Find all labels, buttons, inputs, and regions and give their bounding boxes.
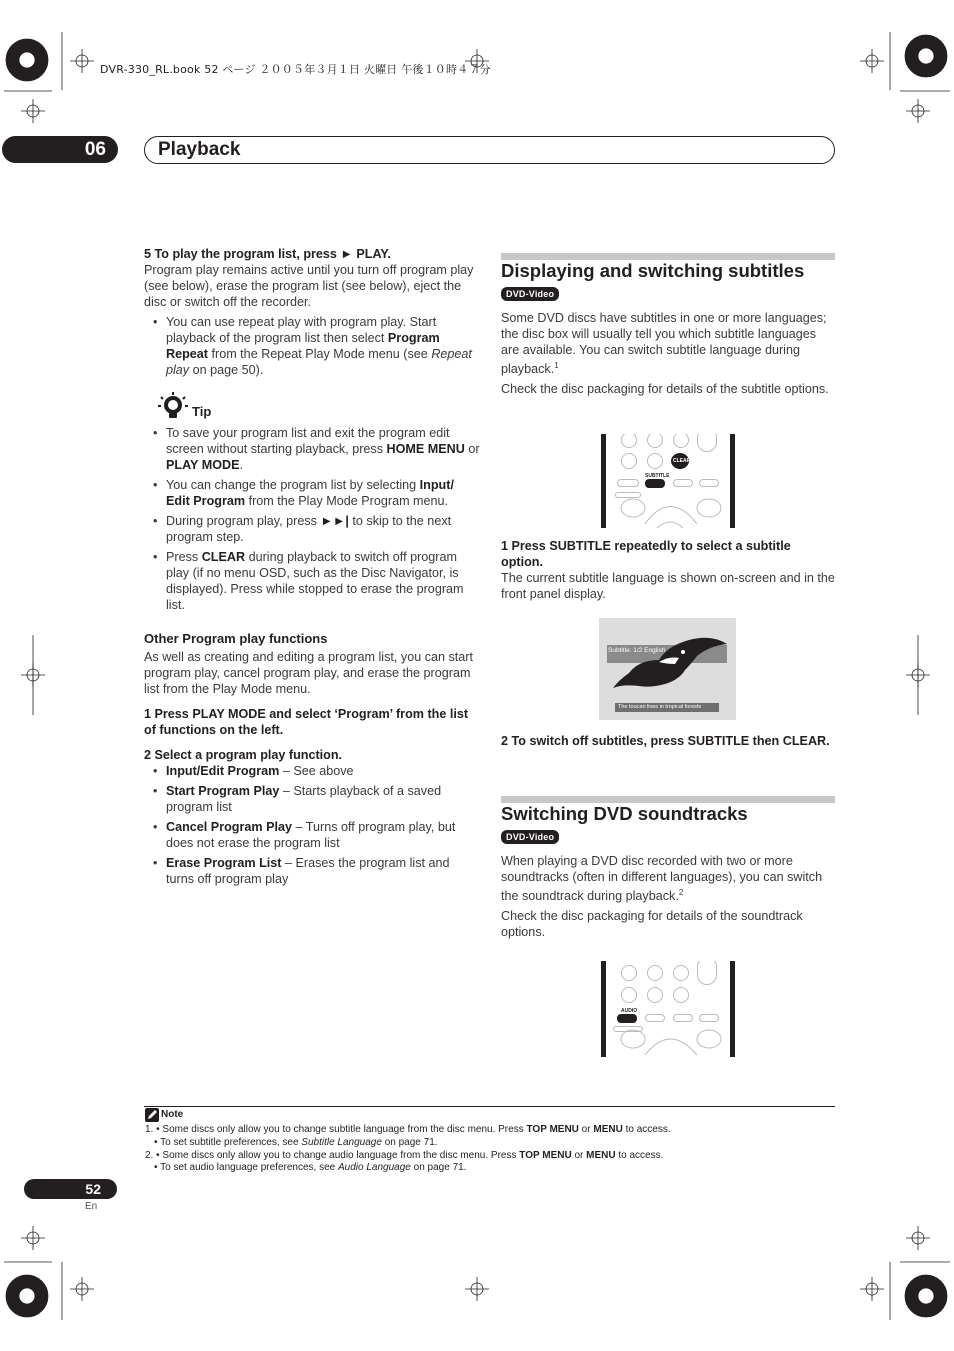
page-number: 52 [24,1179,117,1199]
list-item: • You can use repeat play with program play. Start playback of the program list then select Program Repeat from the Repeat Play Mode menu (see Repeat play on page 50). [144,314,480,378]
footnote-1a: 1. • Some discs only allow you to change subtitle language from the disc menu. Press TOP MENU or MENU to access. [145,1124,671,1135]
footnote-2b: • To set audio language preferences, see Audio Language on page 71. [154,1162,467,1173]
dvd-video-badge: DVD-Video [501,287,559,301]
print-header: DVR-330_RL.book 52 ページ ２００５年３月１日 火曜日 午後１０時４７分 [100,63,491,76]
step5-bullets [144,314,480,378]
target-top-right [860,49,884,73]
list-item: • You can change the program list by selecting Input/ Edit Program from the Play Mode Program menu. [144,477,480,509]
subtitles-section [501,260,835,397]
list-item: • During program play, press ►►| to skip to the next program step. [144,513,480,545]
list-item: • Press CLEAR during playback to switch off program play (if no menu OSD, such as the Disc Navigator, is displayed). Press while stopped to erase the program list. [144,549,480,613]
soundtracks-body2: Check the disc packaging for details of the soundtrack options. [501,909,803,940]
remote-illustration-subtitle [601,434,735,528]
skip-next-icon: ►►| [320,514,349,528]
list-item: • To save your program list and exit the program edit screen without starting playback, press HOME MENU or PLAY MODE. [144,425,480,473]
registration-wheel-bottom-right [905,1275,947,1317]
note-label: Note [161,1109,184,1120]
soundtracks-section [501,803,835,940]
target-right-upper [906,99,930,123]
list-item: • Start Program Play – Starts playback of a saved program list [144,783,480,815]
subtitle-step2: 2 To switch off subtitles, press SUBTITLE then CLEAR. [501,734,830,748]
footnote-2a: 2. • Some discs only allow you to change audio language from the disc menu. Press TOP MENU or MENU to access. [145,1150,664,1161]
registration-wheel-top-left [6,39,48,81]
step2-select-function: 2 Select a program play function. [144,748,343,762]
clear-label: CLEAR [673,458,691,464]
note-pencil-icon [145,1108,159,1122]
tip-label: Tip [192,404,212,419]
subtitle-label: SUBTITLE [645,473,670,479]
remote-dpad-icon [615,494,725,528]
target-top-left [70,49,94,73]
other-functions-heading: Other Program play functions [144,631,328,646]
subtitles-body1: Some DVD discs have subtitles in one or more languages; the disc box will usually tell you which subtitle languages are available. You can switch subtitle language during playback.$^1$ [501,311,827,377]
soundtracks-heading: Switching DVD soundtracks [501,803,748,824]
registration-wheel-bottom-left [6,1275,48,1317]
target-bottom-center [465,1277,489,1301]
soundtracks-body1: When playing a DVD disc recorded with two or more soundtracks (often in different languages), you can switch the soundtrack during playback.$^2$ [501,854,823,904]
subtitles-heading: Displaying and switching subtitles [501,260,805,281]
list-item: • Cancel Program Play – Turns off program play, but does not erase the program list [144,819,480,851]
footnote-rule [144,1106,835,1107]
subtitle-step1-body: The current subtitle language is shown on-screen and in the front panel display. [501,571,835,601]
subtitle-button [645,479,665,488]
function-list [144,763,480,887]
registration-wheel-top-right [905,35,947,77]
page-language: En [85,1201,98,1212]
audio-label: AUDIO [621,1008,638,1014]
step1-playmode: 1 Press PLAY MODE and select ‘Program’ from the list of functions on the left. [144,707,469,737]
list-item: • Input/Edit Program – See above [144,763,480,779]
target-bottom-left [70,1277,94,1301]
tip-lightbulb-icon [158,392,188,422]
step5-body: Program play remains active until you turn off program play (see below), erase the program list (see below), eject the disc or switch off the recorder. [144,263,474,309]
target-bottom-right [860,1277,884,1301]
other-functions-body: As well as creating and editing a program list, you can start program play, cancel program play, and erase the program list from the Play Mode menu. [144,650,473,696]
chapter-number-badge: 06 [2,136,118,163]
step5-heading: 5 To play the program list, press ► PLAY. [144,247,391,261]
remote-illustration-audio [601,961,735,1057]
target-right-lower [906,1226,930,1250]
tip-header [144,392,480,422]
tip-list [144,425,480,613]
dvd-video-badge: DVD-Video [501,830,559,844]
footnote-1b: • To set subtitle preferences, see Subtitle Language on page 71. [154,1137,438,1148]
section-rule-soundtracks [501,796,835,803]
screen-caption: The toucan lives in tropical forests [618,704,702,710]
chapter-title: Playback [144,136,835,164]
subtitle-steps [501,538,835,602]
remote-dpad-icon [615,1027,725,1057]
list-item: • Erase Program List – Erases the program list and turns off program play [144,855,480,887]
subtitles-body2: Check the disc packaging for details of the subtitle options. [501,382,829,397]
audio-button [617,1014,637,1023]
osd-text: Subtitle: 1/2 English [608,647,666,654]
left-column [144,246,480,887]
target-left-upper [21,99,45,123]
target-left-lower [21,1226,45,1250]
subtitle-step1: 1 Press SUBTITLE repeatedly to select a subtitle option. [501,539,791,569]
tv-screen-illustration [599,618,736,720]
section-rule-subtitles [501,253,835,260]
